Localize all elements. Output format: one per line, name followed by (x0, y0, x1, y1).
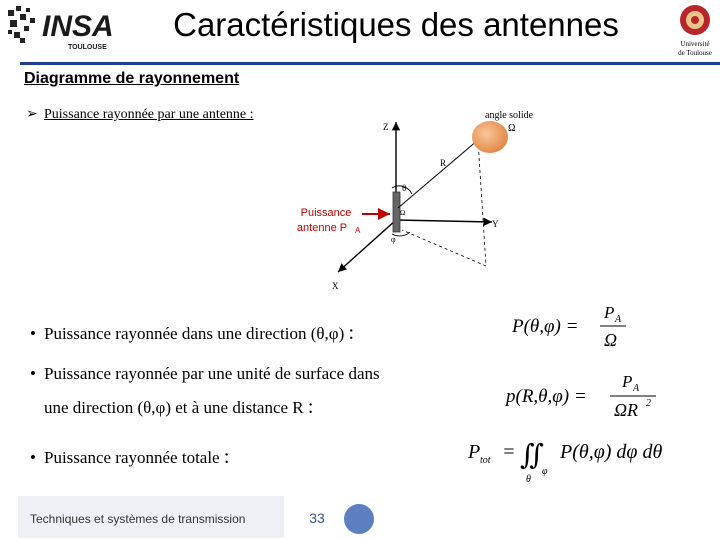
radiation-diagram (280, 104, 550, 294)
arrow-bullet-icon: ➢ (26, 107, 38, 122)
equation-3 (464, 422, 700, 488)
circle-decoration-icon (344, 504, 374, 534)
y-label: Y (492, 219, 499, 229)
title-divider (20, 62, 720, 65)
antenna-label-1: Puissance (300, 207, 352, 219)
slide-title: Caractéristiques des antennes (173, 6, 619, 43)
section-title: Diagramme de rayonnement (24, 70, 240, 87)
projection-line-2 (402, 230, 486, 266)
eq2-num: P (622, 372, 633, 391)
solid-angle-sphere (472, 121, 508, 153)
intro-bullet (26, 106, 254, 123)
bullet-dot-icon: • (30, 324, 36, 343)
omega-small-label: Ω (400, 209, 406, 217)
ut-logo-line2: de Toulouse (678, 49, 712, 57)
z-label: Z (383, 122, 389, 132)
footer-course-title: Techniques et systèmes de transmission (30, 512, 246, 526)
bullet-direction-text: Puissance rayonnée dans une direction (θ,φ) (44, 324, 345, 343)
bullet-surface-line2 (44, 396, 313, 419)
x-label: X (332, 281, 339, 291)
universite-toulouse-logo (672, 2, 718, 64)
antenna-label-2: antenne P (296, 222, 348, 234)
projection-line (478, 140, 486, 266)
antenna-label-sub: A (355, 226, 361, 235)
eq3-rhs: P(θ,φ) dφ dθ (560, 441, 663, 463)
bullet-surface-colon: : (307, 396, 314, 418)
bullet-total-text: Puissance rayonnée totale (44, 448, 220, 467)
eq3-lhs: P (468, 441, 481, 463)
eq3-eq: = (502, 441, 516, 463)
bullet-direction-colon: : (348, 322, 355, 344)
bullet-total (30, 446, 229, 469)
insa-logo (6, 2, 118, 58)
eq3-sub-theta: θ (526, 474, 531, 485)
eq1-num: P (604, 303, 615, 322)
y-axis (396, 220, 492, 222)
eq2-num-sub: A (633, 383, 640, 394)
r-label: R (440, 158, 447, 168)
theta-label: θ (402, 183, 407, 193)
solid-angle-symbol: Ω (508, 123, 516, 134)
solid-angle-label: angle solide (485, 110, 534, 121)
insa-logo-sub: TOULOUSE (68, 44, 107, 51)
eq1-lhs: P(θ,φ) = (512, 316, 579, 337)
eq2-den: ΩR (614, 400, 639, 420)
eq3-lhs-sub: tot (480, 455, 491, 466)
page-number: 33 (309, 510, 325, 526)
equation-1 (508, 298, 628, 354)
eq2-den-sup: 2 (646, 398, 651, 409)
insa-logo-text: INSA (42, 10, 114, 43)
antenna-element (393, 192, 400, 232)
bullet-direction (30, 322, 354, 345)
eq1-den: Ω (604, 330, 618, 350)
bullet-surface-text-1: Puissance rayonnée par une unité de surface dans (44, 364, 380, 383)
bullet-dot-icon: • (30, 448, 36, 467)
bullet-dot-icon: • (30, 364, 36, 383)
bullet-surface (30, 364, 380, 384)
eq1-num-sub: A (615, 314, 622, 325)
phi-label: φ (391, 235, 396, 244)
radius-line (398, 140, 478, 208)
ut-logo-line1: Université (680, 40, 710, 48)
intro-bullet-text: Puissance rayonnée par une antenne : (44, 107, 254, 122)
eq3-integral: ∬ (520, 438, 544, 471)
eq2-lhs: p(R,θ,φ) = (506, 386, 587, 407)
bullet-total-colon: : (223, 446, 230, 468)
equation-2 (504, 368, 660, 424)
bullet-surface-text-2: une direction (θ,φ) et à une distance R (44, 398, 304, 417)
eq3-sub-phi: φ (542, 466, 548, 477)
